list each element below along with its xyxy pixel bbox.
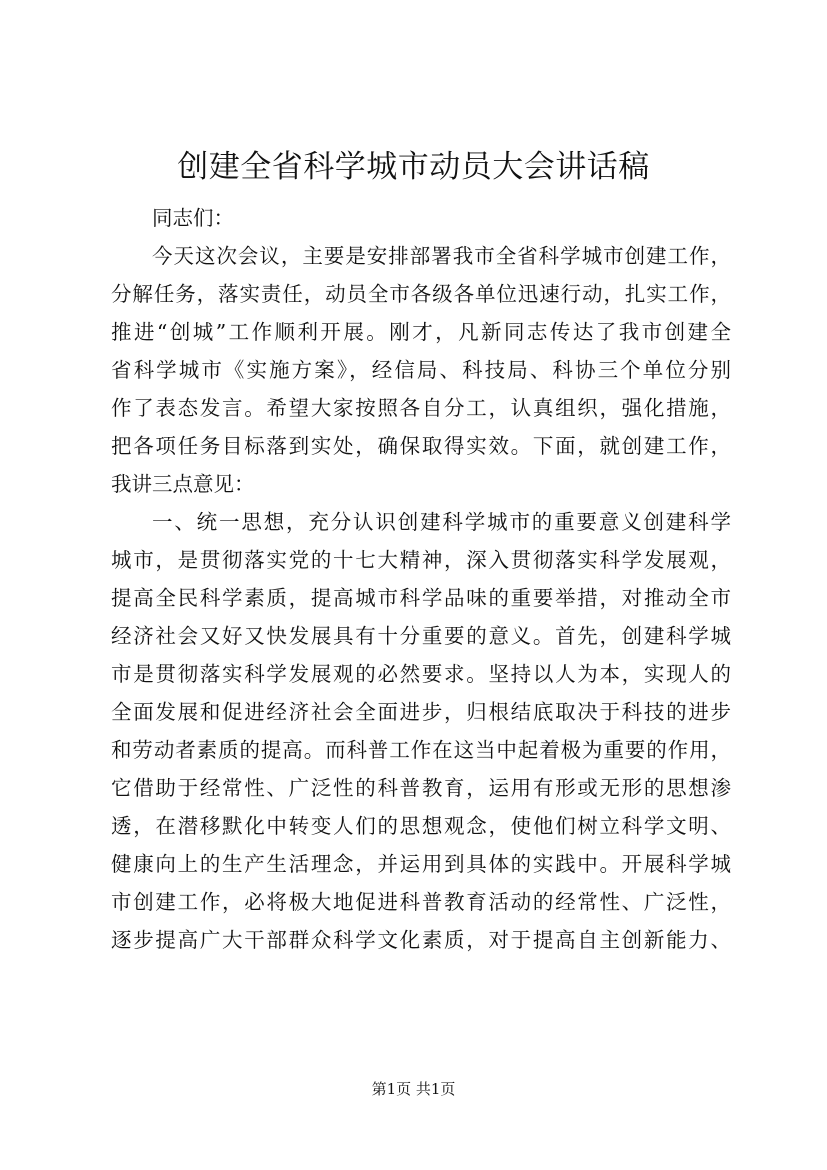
body-line: 经济社会又好又快发展具有十分重要的意义。首先，创建科学城 [111,624,731,648]
body-line: 逐步提高广大干部群众科学文化素质，对于提高自主创新能力、 [111,928,731,952]
body-line: 把各项任务目标落到实处，确保取得实效。下面，就创建工作， [111,434,731,458]
body-line: 推进“创城”工作顺利开展。刚才，凡新同志传达了我市创建全 [111,320,731,344]
body-line: 我讲三点意见： [111,472,255,496]
document-title: 创建全省科学城市动员大会讲话稿 [177,149,650,185]
body-line: 今天这次会议，主要是安排部署我市全省科学城市创建工作， [152,244,731,268]
body-line: 省科学城市《实施方案》，经信局、科技局、科协三个单位分别 [111,358,731,382]
salutation-line: 同志们： [152,206,234,230]
document-body [111,199,731,959]
body-line: 和劳动者素质的提高。而科普工作在这当中起着极为重要的作用， [111,738,731,762]
body-line: 全面发展和促进经济社会全面进步，归根结底取决于科技的进步 [111,700,731,724]
body-line: 健康向上的生产生活理念，并运用到具体的实践中。开展科学城 [111,852,731,876]
section-heading-line: 一、统一思想，充分认识创建科学城市的重要意义创建科学 [152,510,731,534]
page-number: 第1页 共1页 [371,1080,456,1098]
body-line: 分解任务，落实责任，动员全市各级各单位迅速行动，扎实工作， [111,282,731,306]
body-line: 透，在潜移默化中转变人们的思想观念，使他们树立科学文明、 [111,814,731,838]
body-line: 城市，是贯彻落实党的十七大精神，深入贯彻落实科学发展观， [111,548,731,572]
body-line: 市是贯彻落实科学发展观的必然要求。坚持以人为本，实现人的 [111,662,731,686]
body-line: 市创建工作，必将极大地促进科普教育活动的经常性、广泛性， [111,890,731,914]
body-line: 作了表态发言。希望大家按照各自分工，认真组织，强化措施， [111,396,731,420]
body-line: 它借助于经常性、广泛性的科普教育，运用有形或无形的思想渗 [111,776,731,800]
body-line: 提高全民科学素质，提高城市科学品味的重要举措，对推动全市 [111,586,731,610]
